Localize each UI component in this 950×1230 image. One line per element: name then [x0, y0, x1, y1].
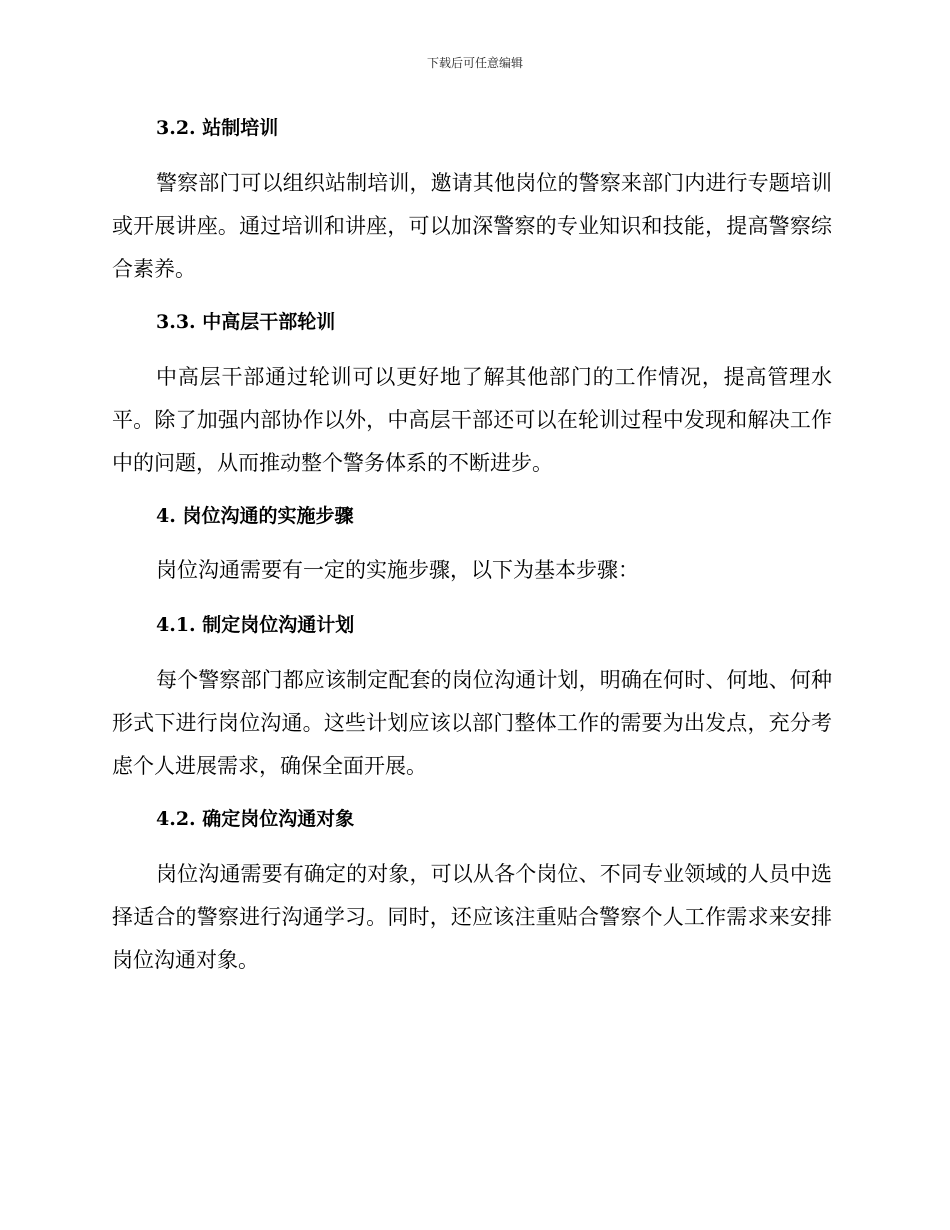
section-heading-4-2: 4.2. 确定岗位沟通对象 [156, 808, 355, 830]
section-paragraph-4: 岗位沟通需要有一定的实施步骤，以下为基本步骤： [156, 558, 639, 582]
section-paragraph-3-3: 中高层干部通过轮训可以更好地了解其他部门的工作情况，提高管理水平。除了加强内部协作以外，中高层干部还可以在轮训过程中发现和解决工作中的问题，从而推动整个警务体系的不断进步。 [112, 365, 832, 475]
page-header: 下载后可任意编辑 [426, 56, 523, 70]
section-paragraph-3-2: 警察部门可以组织站制培训，邀请其他岗位的警察来部门内进行专题培训或开展讲座。通过培训和讲座，可以加深警察的专业知识和技能，提高警察综合素养。 [112, 171, 832, 281]
section-paragraph-4-2: 岗位沟通需要有确定的对象，可以从各个岗位、不同专业领域的人员中选择适合的警察进行沟通学习。同时，还应该注重贴合警察个人工作需求来安排岗位沟通对象。 [112, 862, 832, 972]
section-heading-4: 4. 岗位沟通的实施步骤 [156, 505, 354, 527]
section-heading-4-1: 4.1. 制定岗位沟通计划 [156, 614, 355, 636]
section-paragraph-4-1: 每个警察部门都应该制定配套的岗位沟通计划，明确在何时、何地、何种形式下进行岗位沟通。这些计划应该以部门整体工作的需要为出发点，充分考虑个人进展需求，确保全面开展。 [112, 668, 832, 778]
section-heading-3-2: 3.2. 站制培训 [156, 117, 279, 139]
section-heading-3-3: 3.3. 中高层干部轮训 [156, 311, 336, 333]
